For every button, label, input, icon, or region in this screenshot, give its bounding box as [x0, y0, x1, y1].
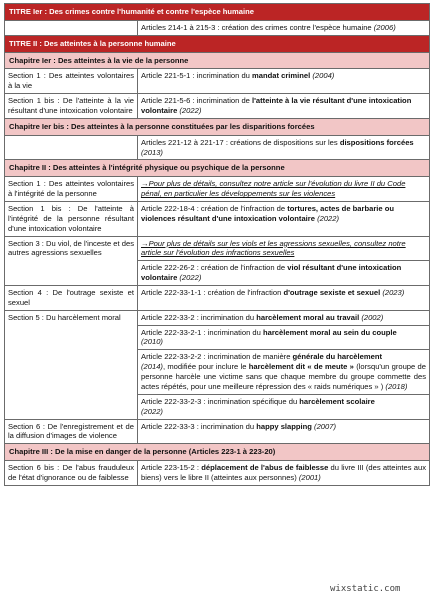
section-label: Section 1 bis : De l'atteinte à l'intégrité de la personne résultant d'une intoxication volontaire: [5, 202, 138, 237]
watermark: wixstatic.com: [330, 584, 401, 594]
penal-code-table: [4, 3, 430, 486]
table-row: [5, 177, 430, 202]
table-row: [5, 286, 430, 311]
article-cell: [138, 236, 430, 261]
titre-1-article: Articles 214-1 à 215-3 : création des crimes contre l'espèce humaine (2006): [138, 20, 430, 35]
chapitre-1bis-header: [5, 118, 430, 135]
article-cell: Article 222-33-2-1 : incrimination du harcèlement moral au sein du couple (2010): [138, 325, 430, 350]
section-label: Section 5 : Du harcèlement moral: [5, 310, 138, 419]
article-cell: Article 222-26-2 : création de l'infraction de viol résultant d'une intoxication volontaire (2022): [138, 261, 430, 286]
article-cell: Article 222-33-2-3 : incrimination spécifique du harcèlement scolaire (2022): [138, 394, 430, 419]
titre-1-row: [5, 20, 430, 35]
titre-2-header: [5, 35, 430, 52]
section-label: Section 3 : Du viol, de l'inceste et des autres agressions sexuelles: [5, 236, 138, 261]
section-label: Section 1 : Des atteintes volontaires à la vie: [5, 69, 138, 94]
titre-1-title: TITRE Ier : Des crimes contre l'humanité et contre l'espèce humaine: [5, 4, 430, 21]
article-cell: Article 222-33-1-1 : création de l'infraction d'outrage sexiste et sexuel (2023): [138, 286, 430, 311]
infractions-sexuelles-link[interactable]: →Pour plus de détails sur les viols et les agressions sexuelles, consultez notre article sur l'évolution des infractions sexuelles: [141, 238, 406, 258]
titre-2-title: TITRE II : Des atteintes à la personne humaine: [5, 35, 430, 52]
chapitre-1-title: Chapitre Ier : Des atteintes à la vie de la personne: [5, 52, 430, 69]
table-row: [5, 310, 430, 325]
chapitre-2-header: [5, 160, 430, 177]
article-cell: Article 222-18-4 : création de l'infraction de tortures, actes de barbarie ou violences résultant d'une intoxication volontaire (2022): [138, 202, 430, 237]
table-row: [5, 419, 430, 444]
section-label: Section 6 : De l'enregistrement et de la diffusion d'images de violence: [5, 419, 138, 444]
table-row: [5, 236, 430, 261]
article-cell: Article 221-5-6 : incrimination de l'atteinte à la vie résultant d'une intoxication volontaire (2022): [138, 94, 430, 119]
article-cell: Article 222-33-3 : incrimination du happy slapping (2007): [138, 419, 430, 444]
titre-1-header: [5, 4, 430, 21]
article-cell: Article 223-15-2 : déplacement de l'abus de faiblesse du livre III (des atteintes aux biens) vers le libre II (atteintes aux personnes) (2001): [138, 461, 430, 486]
article-cell: Article 221-5-1 : incrimination du mandat criminel (2004): [138, 69, 430, 94]
chapitre-2-title: Chapitre II : Des atteintes à l'intégrité physique ou psychique de la personne: [5, 160, 430, 177]
table-row: [5, 202, 430, 237]
chapitre-3-header: [5, 444, 430, 461]
section-label: Section 1 bis : De l'atteinte à la vie résultant d'une intoxication volontaire: [5, 94, 138, 119]
table-row: [5, 135, 430, 160]
table-row: [5, 461, 430, 486]
table-row: [5, 69, 430, 94]
table-row: [5, 94, 430, 119]
article-cell: Article 222-33-2 : incrimination du harcèlement moral au travail (2002): [138, 310, 430, 325]
article-cell: [138, 177, 430, 202]
table-row: [5, 261, 430, 286]
section-label: Section 6 bis : De l'abus frauduleux de l'état d'ignorance ou de faiblesse: [5, 461, 138, 486]
article-cell: Article 222-33-2-2 : incrimination de manière générale du harcèlement (2014), modifiée pour inclure le harcèlement dit « de meute » (lorsqu'un groupe de personne harcèle une victime sans que chaque membre du groupe commette des actes répétés, pour une meilleure répression des « raids numériques » ) (2018): [138, 350, 430, 394]
chapitre-3-title: Chapitre III : De la mise en danger de la personne (Articles 223-1 à 223-20): [5, 444, 430, 461]
chapitre-1-header: [5, 52, 430, 69]
article-cell: Articles 221-12 à 221-17 : créations de dispositions sur les dispositions forcées (2013): [138, 135, 430, 160]
section-label: Section 4 : De l'outrage sexiste et sexuel: [5, 286, 138, 311]
violences-article-link[interactable]: →Pour plus de détails, consultez notre article sur l'évolution du livre II du Code pénal, en particulier les développements sur les violences: [141, 179, 406, 199]
chapitre-1bis-title: Chapitre Ier bis : Des atteintes à la personne constituées par les disparitions forcées: [5, 118, 430, 135]
section-label: Section 1 : Des atteintes volontaires à l'intégrité de la personne: [5, 177, 138, 202]
